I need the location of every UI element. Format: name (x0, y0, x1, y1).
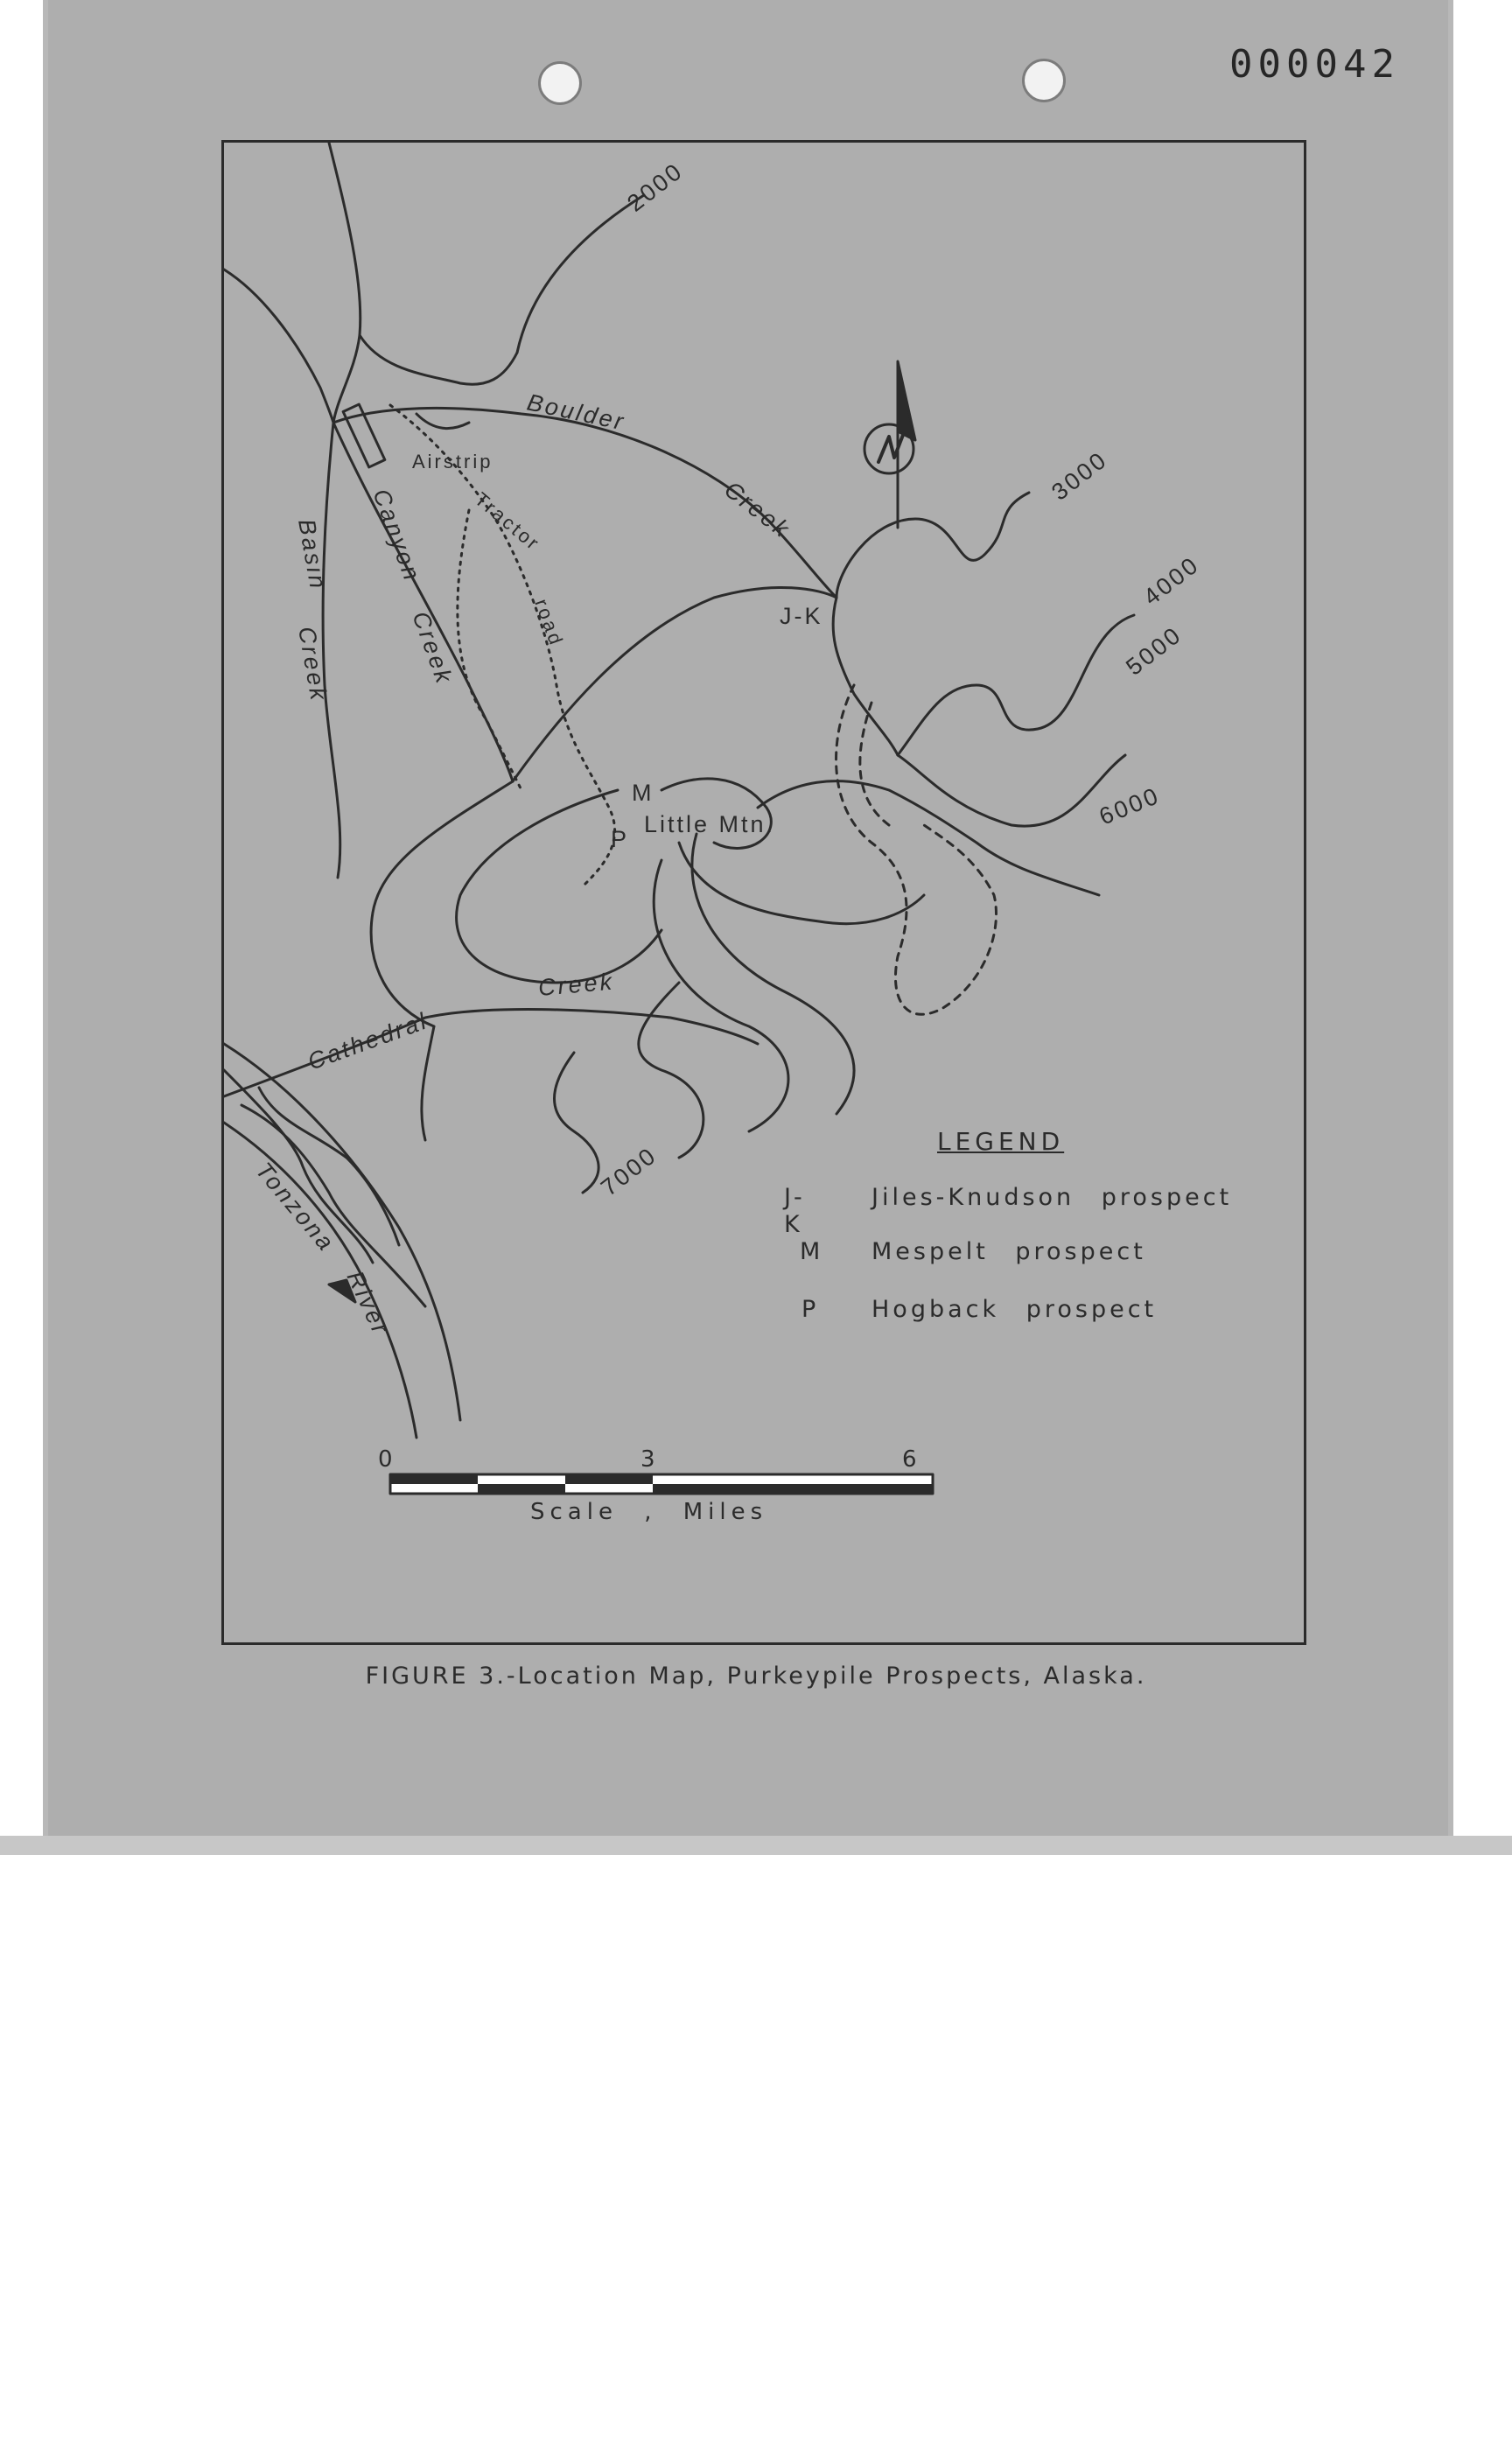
north-arrow-icon (864, 361, 915, 528)
mid-contour (457, 790, 662, 983)
tonzona-braid-3 (242, 1105, 425, 1306)
legend-code: M (800, 1238, 824, 1265)
tonzona-bank-1 (224, 1044, 460, 1420)
sheet-bottom-edge (0, 1836, 1512, 1855)
p-label: P (611, 826, 630, 852)
legend-code: P (802, 1296, 820, 1323)
cathedral-creek (224, 1010, 758, 1096)
river-label: River (341, 1266, 395, 1340)
road-label: road (530, 596, 568, 650)
punch-hole-left (538, 61, 582, 105)
little-mtn-label: Little Mtn. (644, 811, 776, 837)
boulder-creek-branch (416, 414, 469, 429)
tonzona-braid-1 (224, 1070, 373, 1263)
cathedral-branch (422, 1026, 434, 1140)
contour-2000 (517, 195, 644, 353)
canyon-label: Canyon (368, 485, 426, 586)
contour-6000 (758, 781, 1099, 895)
canyon-creek (333, 423, 513, 781)
scale-bar (390, 1474, 933, 1494)
document-number: 000042 (1229, 42, 1400, 87)
scale-tick-0: 0 (378, 1446, 393, 1473)
legend-desc: Hogback prospect (872, 1296, 1158, 1323)
legend-desc: Mespelt prospect (872, 1238, 1146, 1265)
inner-contour (679, 843, 924, 924)
jk-label: J-K (780, 603, 823, 629)
scale-label: Scale , Miles (530, 1499, 768, 1525)
contour-label-2000: 2000 (622, 157, 689, 217)
contour-label-5000: 5000 (1121, 620, 1187, 681)
figure-caption: FIGURE 3.-Location Map, Purkeypile Prospects, Alaska. (365, 1662, 1147, 1690)
contour-3000 (836, 493, 1029, 598)
m-label: M (632, 780, 654, 806)
map-frame (221, 140, 1306, 1645)
contour-label-3000: 3000 (1046, 445, 1113, 506)
cathedral-label: Cathedral (304, 1007, 432, 1075)
basin-creek (323, 423, 340, 878)
punch-hole-right (1022, 59, 1066, 102)
canyon-creek-upper (329, 143, 360, 423)
canyon-creek-label: Creek (407, 607, 458, 689)
basin-creek-upper (224, 270, 333, 423)
contour-label-6000: 6000 (1096, 781, 1165, 830)
tonzona-bank-2 (224, 1123, 416, 1438)
boulder-ridge (360, 335, 517, 384)
legend-title: LEGEND (937, 1127, 1065, 1156)
jk-creek (833, 598, 898, 755)
airstrip-label: Airstrip (412, 451, 494, 472)
south-contour-1 (692, 834, 854, 1114)
tractor-label: Tractor (470, 487, 545, 556)
legend-desc: Jiles-Knudson prospect (872, 1184, 1233, 1211)
contour-7000 (555, 1053, 599, 1193)
location-map (224, 143, 1304, 1642)
mid-ridge (371, 781, 513, 1026)
south-contour-3 (639, 983, 704, 1158)
tonzona-label: Tonzona (250, 1157, 340, 1257)
boulder-label: Boulder (524, 388, 628, 436)
basin-label: Basin (293, 516, 332, 593)
contour-4000 (898, 615, 1134, 755)
contour-label-7000: 7000 (596, 1141, 662, 1201)
south-contour-2 (654, 860, 788, 1131)
cliff-band (836, 685, 997, 1014)
contour-5000 (898, 755, 1125, 826)
scale-tick-6: 6 (902, 1446, 917, 1473)
contour-label-4000: 4000 (1138, 550, 1205, 611)
scale-tick-3: 3 (640, 1446, 655, 1473)
boulder-creek-label: Creek (719, 476, 796, 544)
cathedral-creek-label: Creek (536, 968, 616, 1001)
basin-creek-label: Creek (293, 624, 332, 704)
legend-code: J-K (784, 1184, 806, 1238)
